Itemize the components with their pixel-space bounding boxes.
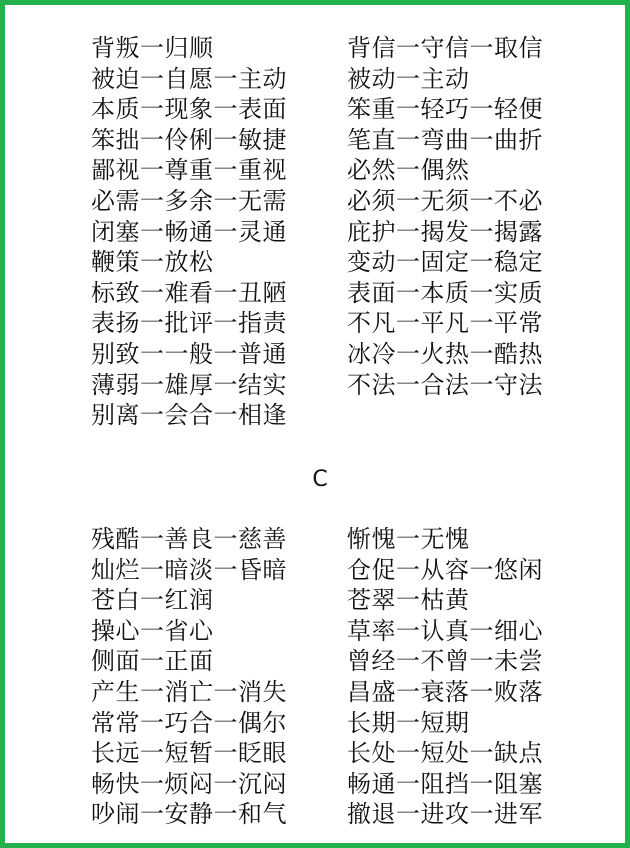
word-pair: 畅通一阻挡一阻塞 bbox=[347, 769, 543, 798]
word-pair: 背叛一归顺 bbox=[91, 34, 214, 62]
word-list-section2-right bbox=[347, 524, 543, 830]
word-pair: 被迫一自愿一主动 bbox=[91, 64, 287, 93]
word-pair: 变动一固定一稳定 bbox=[347, 248, 543, 277]
word-pair: 笨重一轻巧一轻便 bbox=[347, 95, 543, 124]
word-pair: 背信一守信一取信 bbox=[347, 34, 543, 62]
word-pair: 笨拙一伶俐一敏捷 bbox=[91, 125, 287, 154]
section-letter-heading: C bbox=[312, 467, 328, 492]
word-pair: 残酷一善良一慈善 bbox=[91, 525, 287, 553]
word-pair: 撤退一进攻一进军 bbox=[347, 800, 543, 829]
word-pair: 常常一巧合一偶尔 bbox=[91, 708, 287, 737]
word-pair: 闭塞一畅通一灵通 bbox=[91, 217, 287, 246]
word-pair: 曾经一不曾一未尝 bbox=[347, 647, 543, 676]
word-pair: 表扬一批评一指责 bbox=[91, 309, 287, 338]
word-pair: 长处一短处一缺点 bbox=[347, 739, 543, 768]
word-pair: 不凡一平凡一平常 bbox=[347, 309, 543, 338]
word-pair: 苍翠一枯黄 bbox=[347, 586, 470, 615]
word-pair: 长远一短暂一眨眼 bbox=[91, 739, 287, 768]
word-pair: 惭愧一无愧 bbox=[347, 525, 470, 553]
word-pair: 吵闹一安静一和气 bbox=[91, 800, 287, 829]
word-pair: 昌盛一衰落一败落 bbox=[347, 677, 543, 706]
word-pair: 标致一难看一丑陋 bbox=[91, 278, 287, 307]
word-pair: 本质一现象一表面 bbox=[91, 95, 287, 124]
word-pair: 表面一本质一实质 bbox=[347, 278, 543, 307]
word-pair: 苍白一红润 bbox=[91, 586, 214, 615]
word-pair: 不法一合法一守法 bbox=[347, 370, 543, 399]
word-pair: 庇护一揭发一揭露 bbox=[347, 217, 543, 246]
word-pair: 侧面一正面 bbox=[91, 647, 214, 676]
word-pair: 必须一无须一不必 bbox=[347, 186, 543, 215]
word-pair: 冰冷一火热一酷热 bbox=[347, 339, 543, 368]
word-pair: 被动一主动 bbox=[347, 64, 470, 93]
word-pair: 别致一一般一普通 bbox=[91, 339, 287, 368]
word-list-section1-left bbox=[91, 33, 287, 431]
word-pair: 鄙视一尊重一重视 bbox=[91, 156, 287, 185]
word-pair: 笔直一弯曲一曲折 bbox=[347, 125, 543, 154]
word-pair: 灿烂一暗淡一昏暗 bbox=[91, 555, 287, 584]
word-pair: 必然一偶然 bbox=[347, 156, 470, 185]
word-list-section2-left bbox=[91, 524, 287, 830]
word-pair: 产生一消亡一消失 bbox=[91, 677, 287, 706]
word-pair: 畅快一烦闷一沉闷 bbox=[91, 769, 287, 798]
word-pair: 薄弱一雄厚一结实 bbox=[91, 370, 287, 399]
word-pair: 鞭策一放松 bbox=[91, 248, 214, 277]
word-pair: 草率一认真一细心 bbox=[347, 616, 543, 645]
word-pair: 别离一会合一相逢 bbox=[91, 401, 287, 430]
word-pair: 必需一多余一无需 bbox=[91, 186, 287, 215]
word-pair: 长期一短期 bbox=[347, 708, 470, 737]
word-list-section1-right bbox=[347, 33, 543, 400]
word-pair: 操心一省心 bbox=[91, 616, 214, 645]
word-pair: 仓促一从容一悠闲 bbox=[347, 555, 543, 584]
